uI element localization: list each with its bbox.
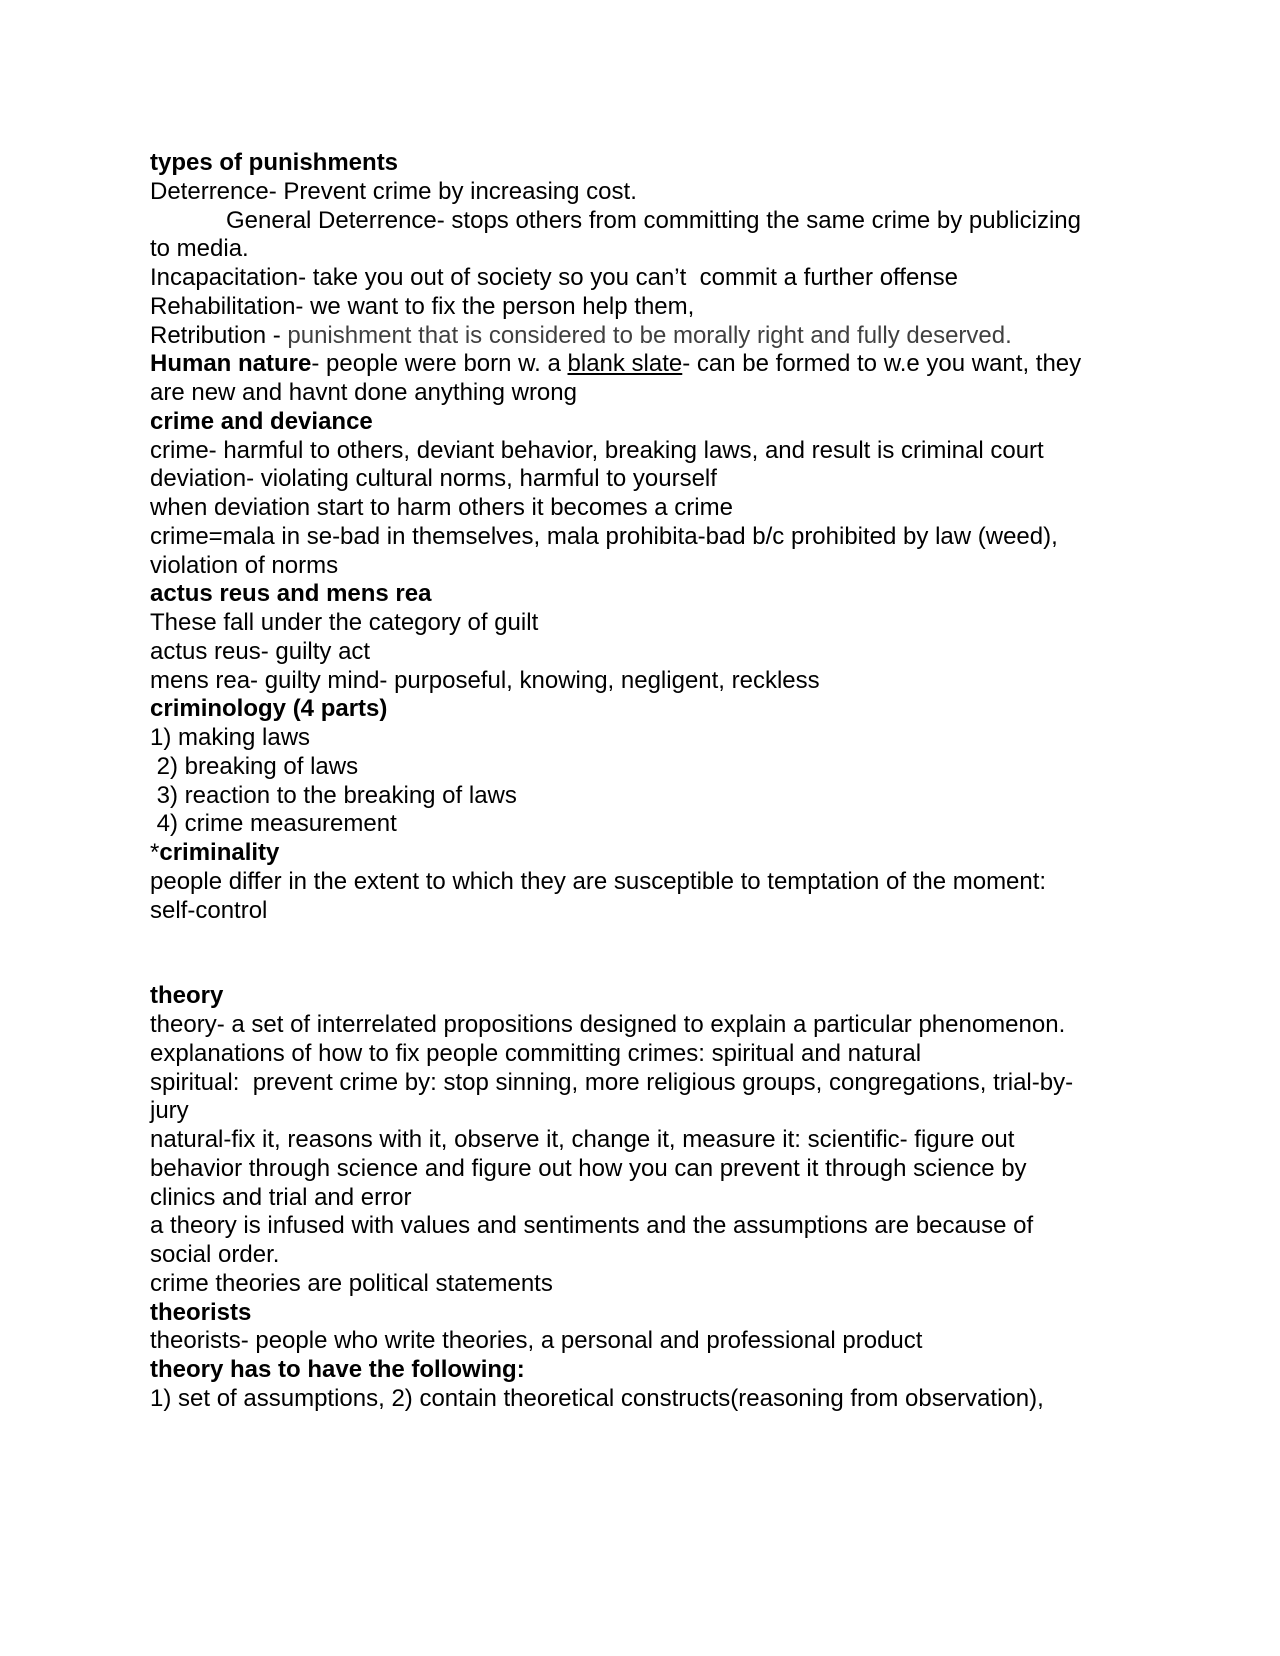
text-mens-rea: mens rea- guilty mind- purposeful, knowing, negligent, reckless <box>150 666 820 694</box>
text-theory-requirements: 1) set of assumptions, 2) contain theoretical constructs(reasoning from observation), <box>150 1384 1044 1412</box>
heading-theorists: theorists <box>150 1298 252 1326</box>
text-theory-values-cont: social order. <box>150 1241 280 1268</box>
heading-criminology: criminology (4 parts) <box>150 695 388 723</box>
text-criminality-def: people differ in the extent to which they are susceptible to temptation of the moment: <box>150 867 1047 895</box>
heading-crime-and-deviance: crime and deviance <box>150 407 373 435</box>
retribution-label: Retribution - <box>150 321 288 349</box>
blank-slate-term: blank slate <box>567 350 683 378</box>
heading-theory: theory <box>150 982 224 1010</box>
text-deviation-def: deviation- violating cultural norms, harmful to yourself <box>150 465 717 493</box>
text-spiritual-cont: jury <box>150 1097 189 1125</box>
human-nature-label: Human nature <box>150 350 312 378</box>
list-item: 4) crime measurement <box>150 810 397 838</box>
text-political: crime theories are political statements <box>150 1269 553 1297</box>
text-guilt-category: These fall under the category of guilt <box>150 609 539 636</box>
text-crime-mala-cont: violation of norms <box>150 551 339 579</box>
criminality-asterisk: * <box>150 839 160 866</box>
retribution-definition: punishment that is considered to be morally right and fully deserved. <box>287 321 1012 349</box>
text-crime-mala: crime=mala in se-bad in themselves, mala prohibita-bad b/c prohibited by law (weed), <box>150 522 1058 550</box>
text-human-nature <box>150 350 1135 379</box>
criminality-label: criminality <box>159 839 280 866</box>
list-item: 3) reaction to the breaking of laws <box>150 781 517 809</box>
text-human-nature-cont: are new and havnt done anything wrong <box>150 379 577 406</box>
text-actus-reus: actus reus- guilty act <box>150 637 371 665</box>
text-retribution <box>150 322 1135 351</box>
human-nature-text-a: - people were born w. a <box>311 350 568 378</box>
heading-types-of-punishments: types of punishments <box>150 149 399 176</box>
paragraph-gap <box>150 925 1135 982</box>
heading-theory-requirements: theory has to have the following: <box>150 1356 525 1383</box>
text-natural-cont-2: clinics and trial and error <box>150 1183 412 1211</box>
text-natural-cont-1: behavior through science and figure out how you can prevent it through science by <box>150 1154 1027 1182</box>
text-deviation-harm: when deviation start to harm others it becomes a crime <box>150 494 733 521</box>
heading-actus-reus: actus reus and mens rea <box>150 580 432 608</box>
text-theory-def: theory- a set of interrelated propositions designed to explain a particular phenomenon. <box>150 1011 1066 1038</box>
text-incapacitation: Incapacitation- take you out of society so you can’t commit a further offense <box>150 264 958 291</box>
list-item: 1) making laws <box>150 724 311 751</box>
text-general-deterrence: General Deterrence- stops others from committing the same crime by publicizing <box>226 206 1081 234</box>
list-item: 2) breaking of laws <box>150 752 359 780</box>
text-rehabilitation: Rehabilitation- we want to fix the person help them, <box>150 292 695 320</box>
text-general-deterrence-cont: to media. <box>150 235 249 263</box>
text-theory-values: a theory is infused with values and sentiments and the assumptions are because of <box>150 1212 1034 1240</box>
text-crime-def: crime- harmful to others, deviant behavior, breaking laws, and result is criminal court <box>150 436 1044 464</box>
text-explanations: explanations of how to fix people committing crimes: spiritual and natural <box>150 1039 922 1067</box>
document-body <box>150 149 1135 1414</box>
text-deterrence: Deterrence- Prevent crime by increasing cost. <box>150 177 637 205</box>
text-criminality-def-cont: self-control <box>150 896 268 924</box>
human-nature-text-b: - can be formed to w.e you want, they <box>682 350 1082 378</box>
text-natural: natural-fix it, reasons with it, observe it, change it, measure it: scientific- figure out <box>150 1126 1015 1153</box>
heading-criminality <box>150 839 1135 868</box>
text-spiritual: spiritual: prevent crime by: stop sinning, more religious groups, congregations, trial-by- <box>150 1068 1074 1096</box>
text-theorists-def: theorists- people who write theories, a personal and professional product <box>150 1327 923 1355</box>
